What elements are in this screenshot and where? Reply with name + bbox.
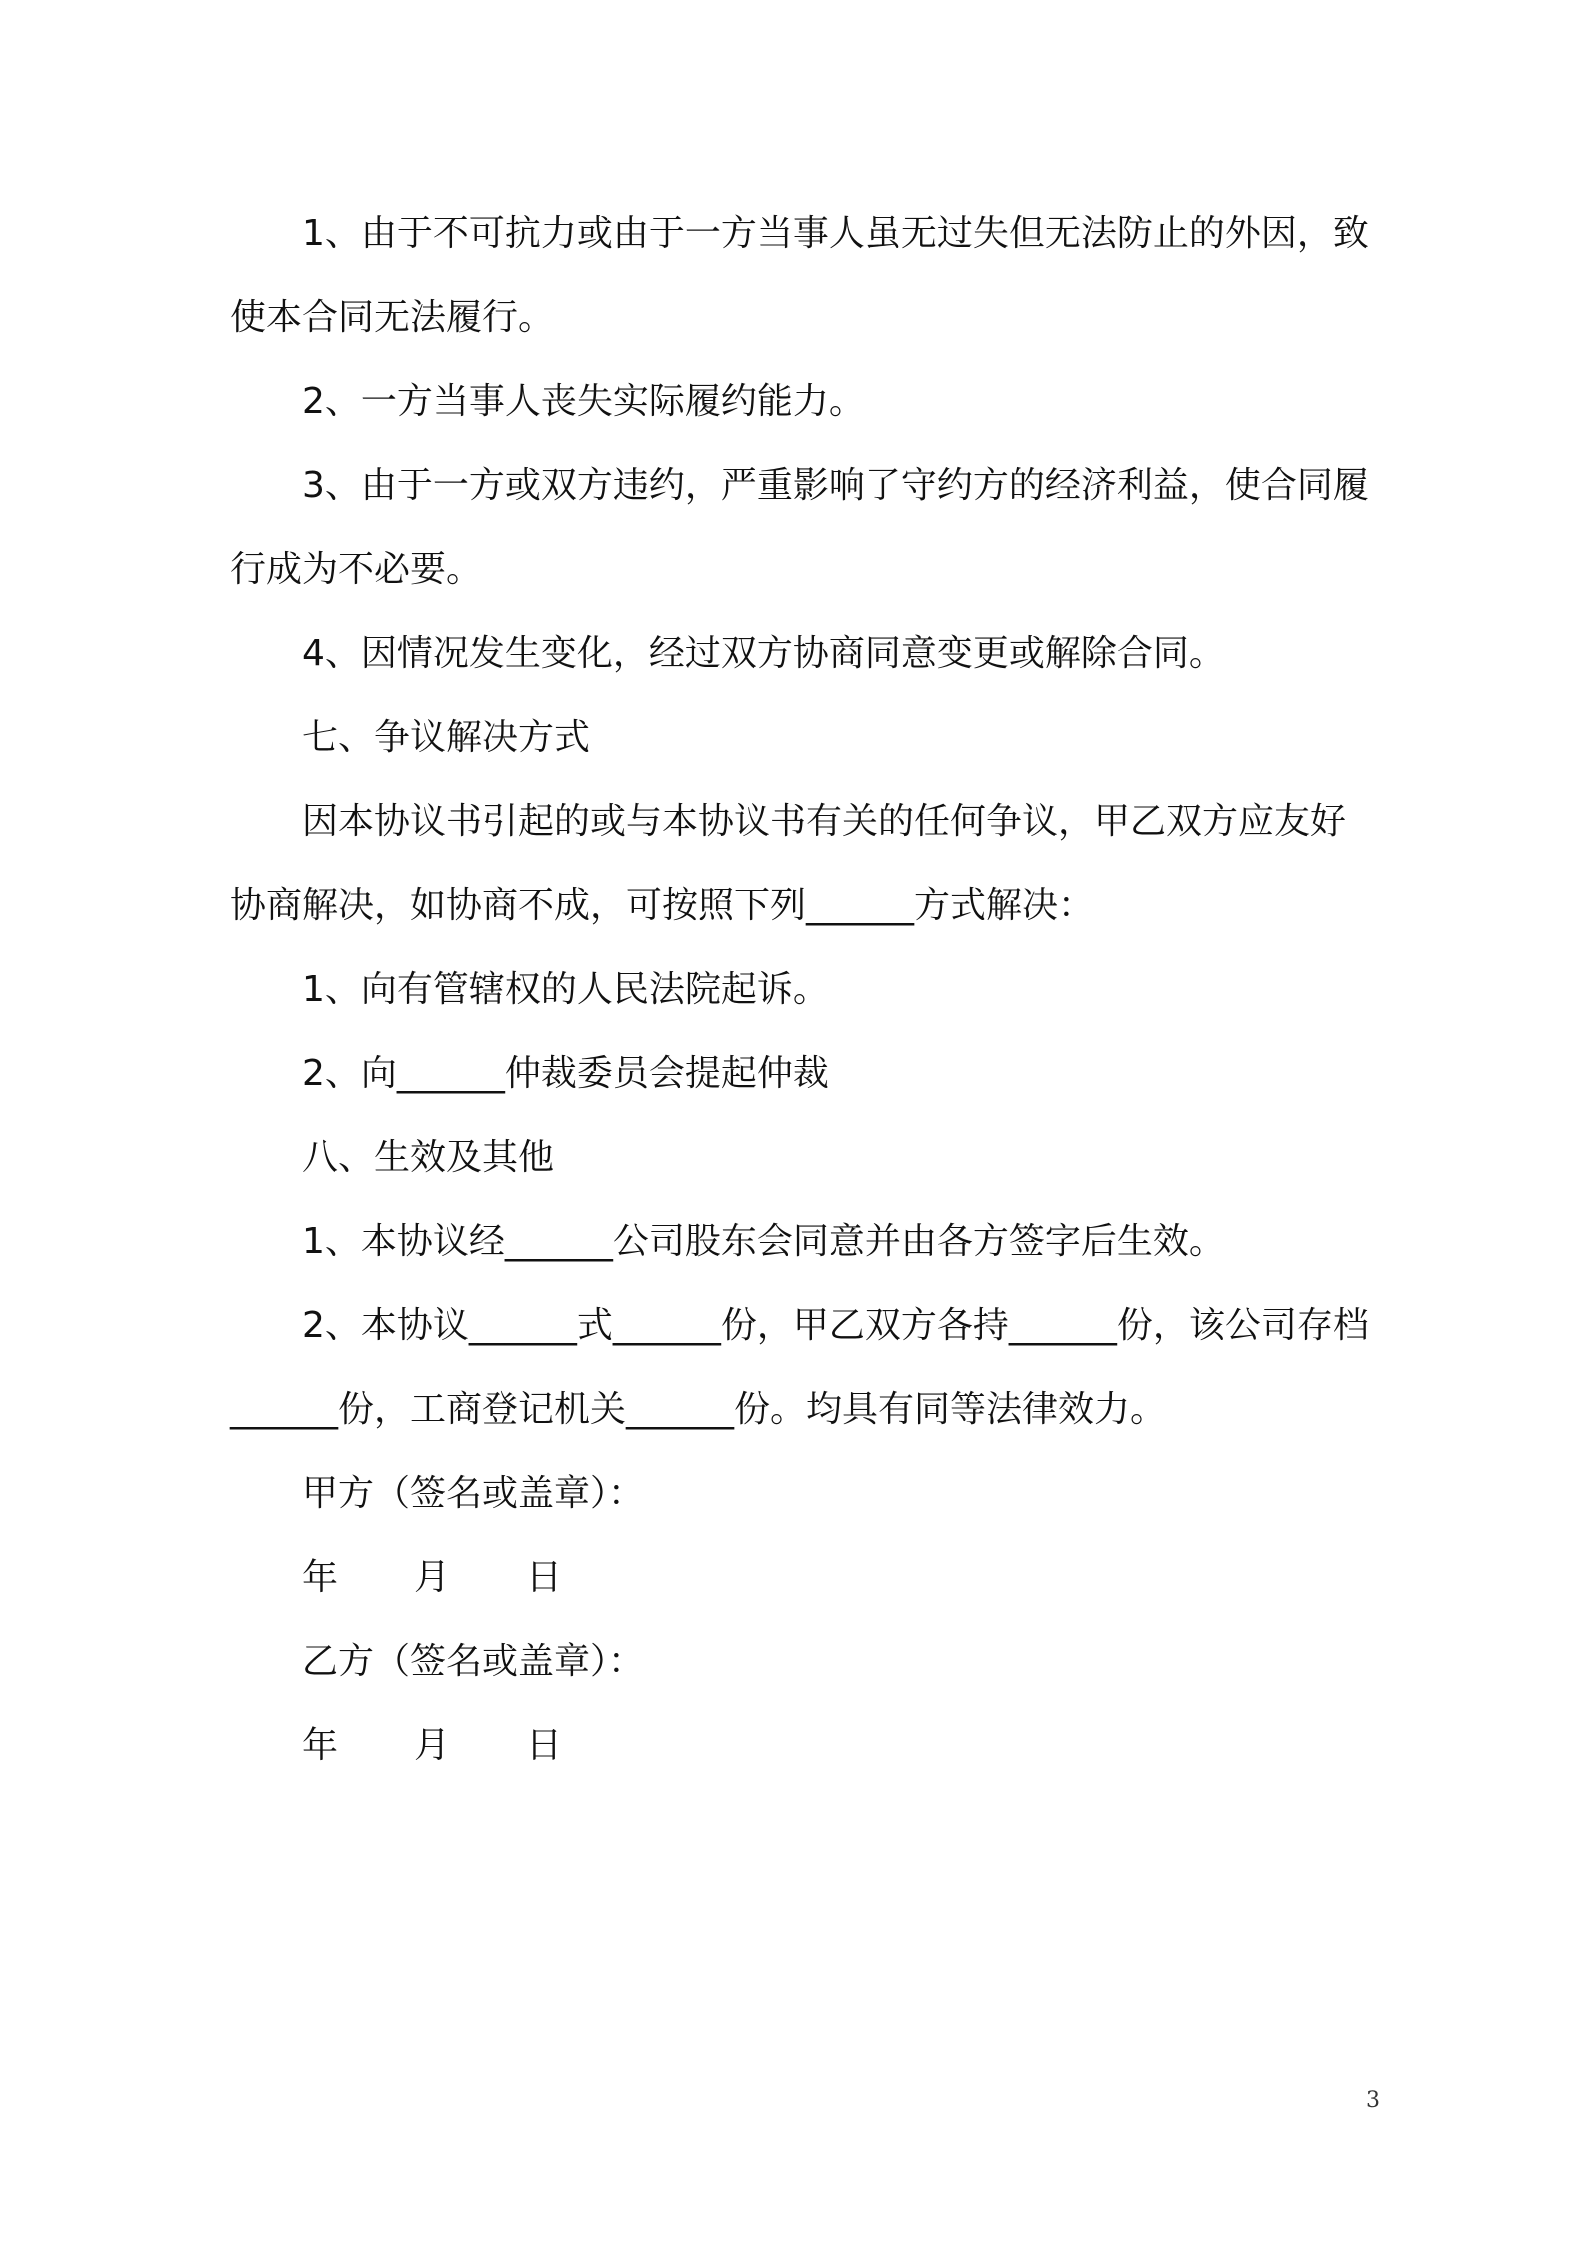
dispute-option-2: 2、向______仲裁委员会提起仲裁 [302,1053,829,1094]
dispute-option-1: 1、向有管辖权的人民法院起诉。 [302,969,829,1010]
clause-termination-2: 2、一方当事人丧失实际履约能力。 [302,381,865,422]
clause-termination-3: 3、由于一方或双方违约，严重影响了守约方的经济利益，使合同履行成为不必要。 [230,465,1369,590]
section-heading-dispute: 七、争议解决方式 [302,717,591,758]
dispute-intro: 因本协议书引起的或与本协议书有关的任何争议，甲乙双方应友好协商解决，如协商不成，可按照下列______方式解决： [230,801,1347,926]
page-number: 3 [1366,2088,1380,2113]
effect-clause-2: 2、本协议______式______份，甲乙双方各持______份，该公司存档______份，工商登记机关______份。均具有同等法律效力。 [230,1305,1369,1430]
clause-termination-1: 1、由于不可抗力或由于一方当事人虽无过失但无法防止的外因，致使本合同无法履行。 [230,213,1369,338]
document-body [230,192,1370,1788]
party-b-date-day: 日 [526,1725,563,1766]
party-a-date-day: 日 [526,1557,563,1598]
effect-clause-1: 1、本协议经______公司股东会同意并由各方签字后生效。 [302,1221,1225,1262]
party-a-date-year: 年 [302,1557,339,1598]
clause-termination-4: 4、因情况发生变化，经过双方协商同意变更或解除合同。 [302,633,1225,674]
party-b-date-year: 年 [302,1725,339,1766]
party-b-signature-label: 乙方（签名或盖章）： [302,1641,645,1682]
party-b-date-month: 月 [414,1725,451,1766]
party-b-date-line [230,1704,1370,1788]
party-a-date-line [230,1536,1370,1620]
party-a-signature-label: 甲方（签名或盖章）： [302,1473,645,1514]
party-a-date-month: 月 [414,1557,451,1598]
section-heading-effect: 八、生效及其他 [302,1137,555,1178]
